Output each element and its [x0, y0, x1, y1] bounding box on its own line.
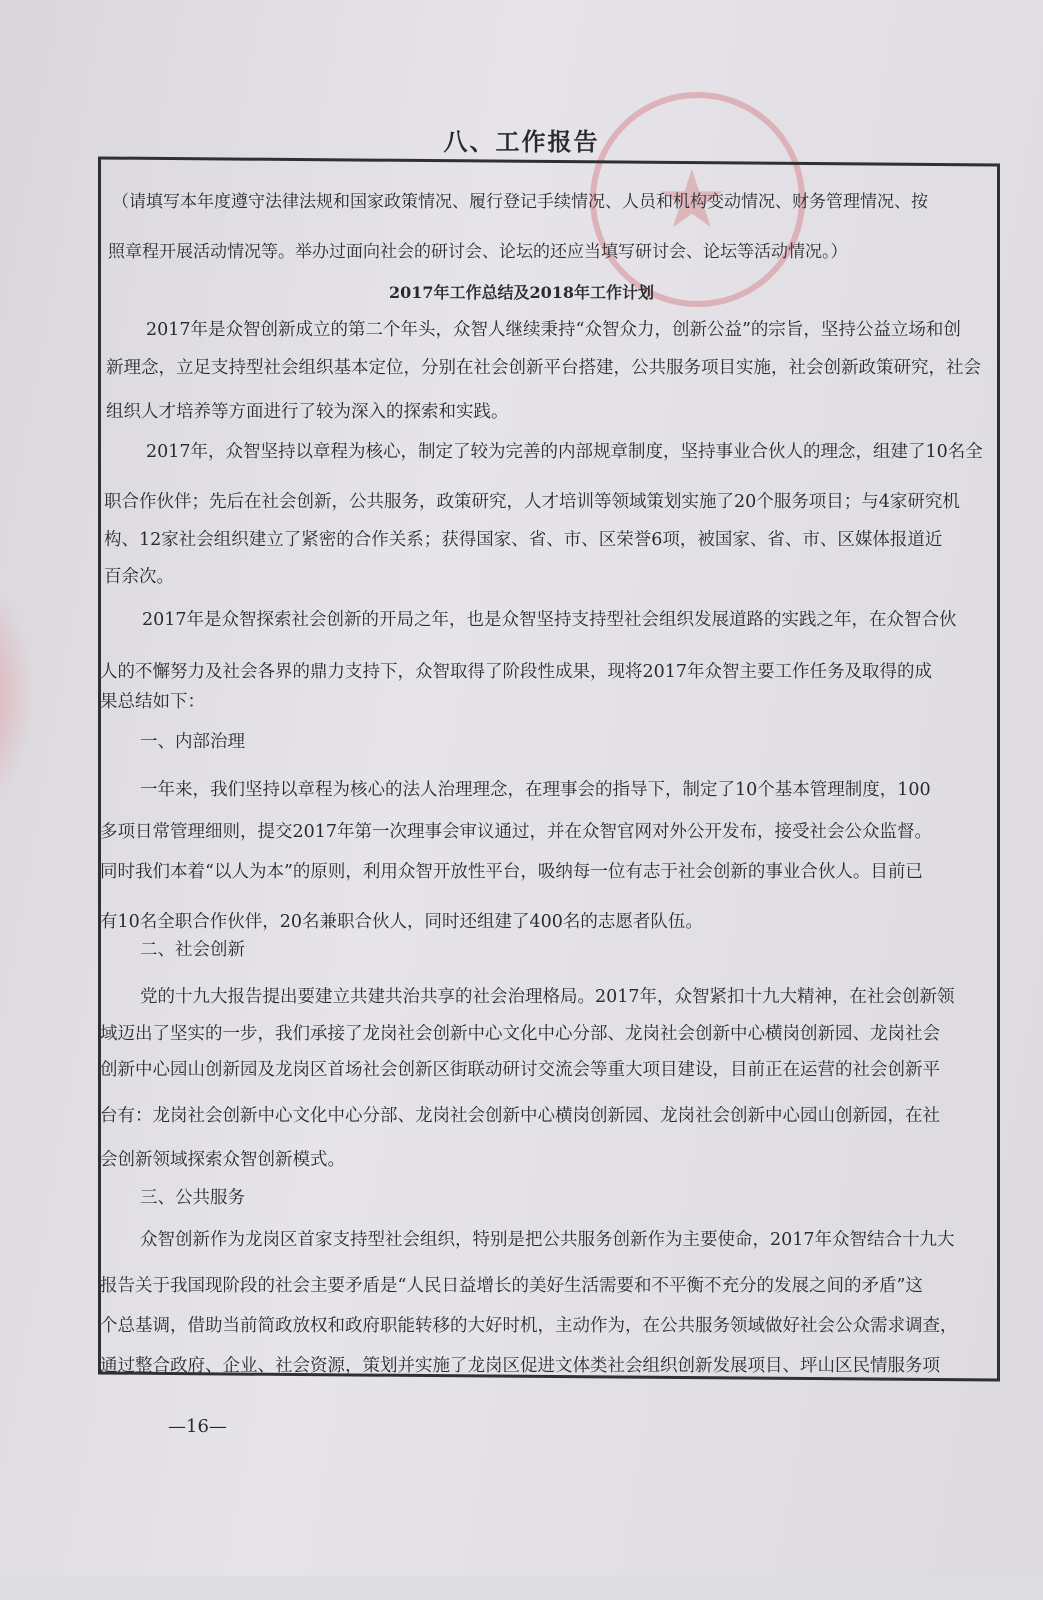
instruction-line: （请填写本年度遵守法律法规和国家政策情况、履行登记手续情况、人员和机构变动情况、财务管理情况、按	[112, 192, 928, 212]
body-line: 党的十九大报告提出要建立共建共治共享的社会治理格局。2017年，众智紧扣十九大精神，在社会创新领	[140, 987, 955, 1007]
instruction-line: 照章程开展活动情况等。举办过面向社会的研讨会、论坛的还应当填写研讨会、论坛等活动情况。）	[108, 242, 848, 262]
body-line: 百余次。	[104, 567, 174, 587]
red-stain	[0, 580, 35, 810]
section-title-innovation: 二、社会创新	[140, 940, 245, 960]
body-line: 果总结如下：	[100, 692, 205, 712]
body-line: 有10名全职合作伙伴，20名兼职合伙人，同时还组建了400名的志愿者队伍。	[100, 912, 703, 932]
section-heading: 八、工作报告	[443, 128, 600, 156]
body-line: 新理念，立足支持型社会组织基本定位，分别在社会创新平台搭建，公共服务项目实施，社会创新政策研究，社会	[106, 358, 981, 378]
body-line: 组织人才培养等方面进行了较为深入的探索和实践。	[106, 402, 509, 422]
report-subtitle: 2017年工作总结及2018年工作计划	[388, 283, 655, 302]
body-line: 多项日常管理细则，提交2017年第一次理事会审议通过，并在众智官网对外公开发布，接受社会公众监督。	[100, 822, 933, 842]
body-line: 报告关于我国现阶段的社会主要矛盾是“人民日益增长的美好生活需要和不平衡不充分的发展之间的矛盾”这	[100, 1276, 923, 1296]
body-line: 职合作伙伴；先后在社会创新，公共服务，政策研究，人才培训等领域策划实施了20个服务项目；与4家研究机	[104, 492, 960, 512]
body-line: 人的不懈努力及社会各界的鼎力支持下，众智取得了阶段性成果，现将2017年众智主要工作任务及取得的成	[100, 662, 933, 682]
section-title-public-service: 三、公共服务	[140, 1188, 245, 1208]
body-line: 2017年是众智探索社会创新的开局之年，也是众智坚持支持型社会组织发展道路的实践之年，在众智合伙	[142, 610, 957, 630]
scan-edge	[0, 1576, 1043, 1600]
body-line: 创新中心园山创新园及龙岗区首场社会创新区街联动研讨交流会等重大项目建设，目前正在运营的社会创新平	[100, 1060, 940, 1080]
page-number: —16—	[168, 1416, 227, 1437]
body-line: 台有：龙岗社会创新中心文化中心分部、龙岗社会创新中心横岗创新园、龙岗社会创新中心园山创新园，在社	[100, 1106, 940, 1126]
body-line: 会创新领域探索众智创新模式。	[100, 1150, 345, 1170]
body-line: 同时我们本着“以人为本”的原则，利用众智开放性平台，吸纳每一位有志于社会创新的事业合伙人。目前已	[100, 862, 923, 882]
seal-star-icon: ★	[656, 153, 728, 246]
body-line: 众智创新作为龙岗区首家支持型社会组织，特别是把公共服务创新作为主要使命，2017年众智结合十九大	[140, 1230, 955, 1250]
body-line: 2017年，众智坚持以章程为核心，制定了较为完善的内部规章制度，坚持事业合伙人的理念，组建了10名全	[146, 442, 983, 462]
body-line: 域迈出了坚实的一步，我们承接了龙岗社会创新中心文化中心分部、龙岗社会创新中心横岗创新园、龙岗社会	[100, 1024, 940, 1044]
body-line: 2017年是众智创新成立的第二个年头，众智人继续秉持“众智众力，创新公益”的宗旨，坚持公益立场和创	[146, 320, 961, 340]
body-line: 通过整合政府、企业、社会资源，策划并实施了龙岗区促进文体类社会组织创新发展项目、坪山区民情服务项	[100, 1356, 940, 1376]
body-line: 个总基调，借助当前简政放权和政府职能转移的大好时机，主动作为，在公共服务领域做好社会公众需求调查，	[100, 1316, 958, 1336]
section-title-governance: 一、内部治理	[140, 732, 245, 752]
body-line: 构、12家社会组织建立了紧密的合作关系；获得国家、省、市、区荣誉6项，被国家、省、市、区媒体报道近	[104, 530, 943, 550]
body-line: 一年来，我们坚持以章程为核心的法人治理理念，在理事会的指导下，制定了10个基本管理制度，100	[140, 780, 931, 800]
